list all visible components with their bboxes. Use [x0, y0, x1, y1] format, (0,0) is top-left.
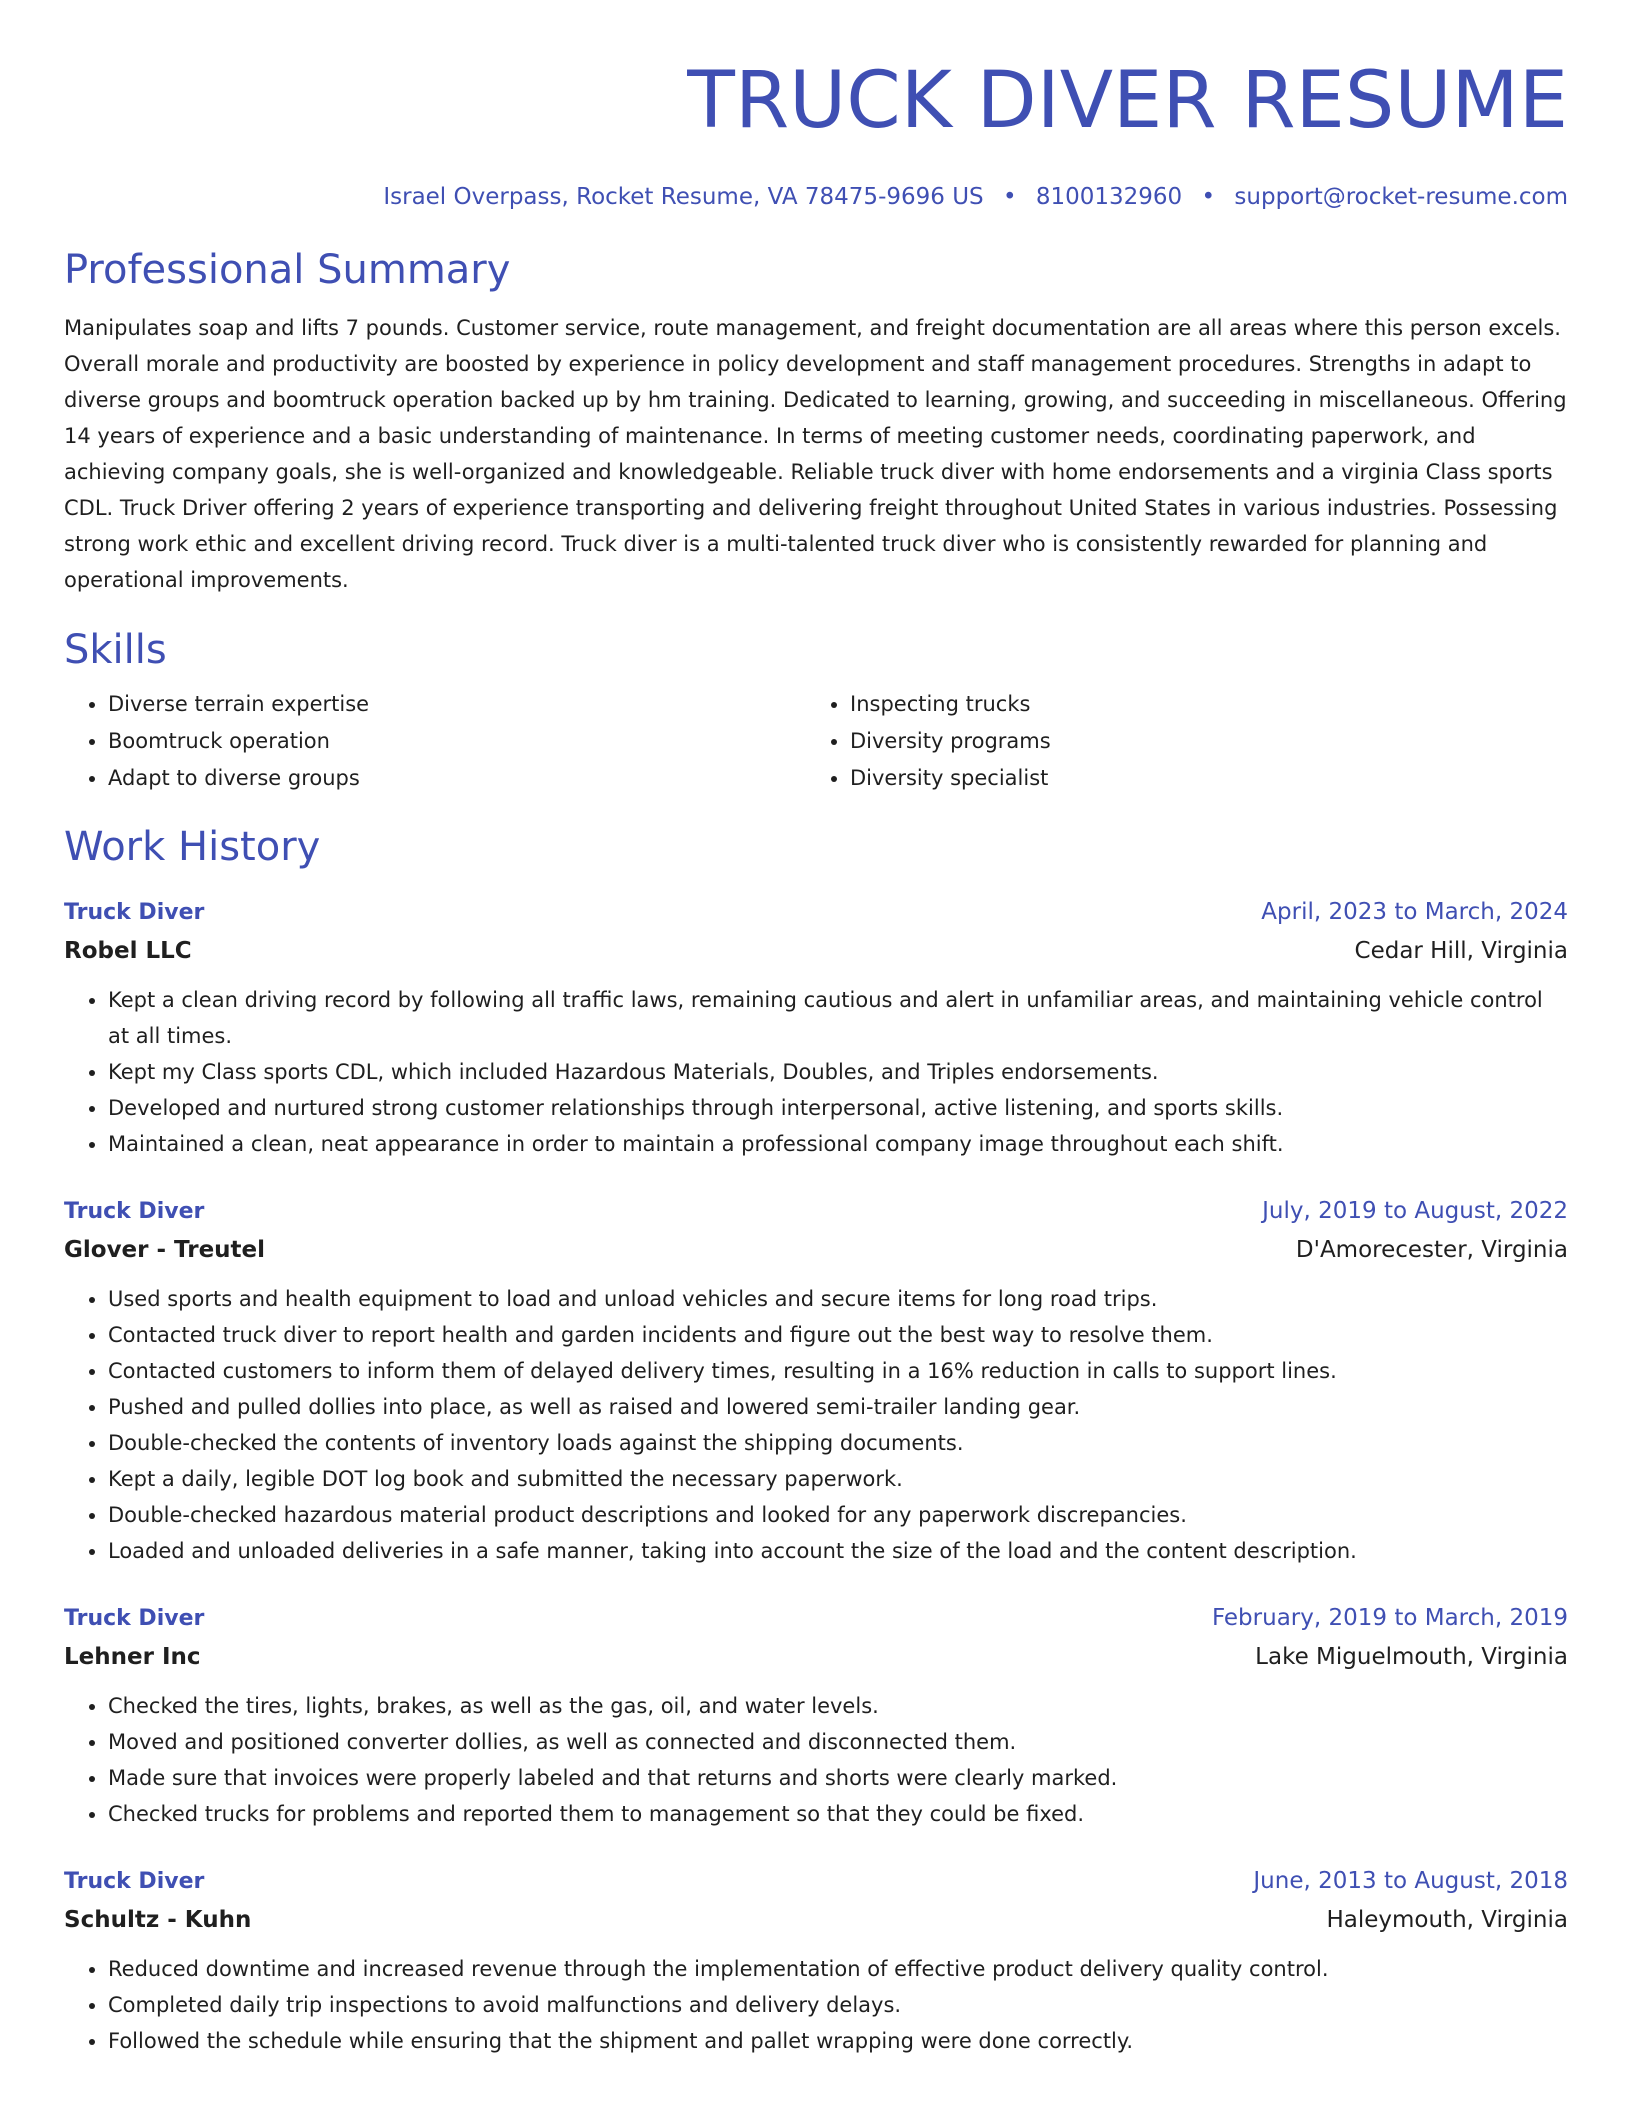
skills-heading: Skills: [64, 627, 167, 673]
contact-separator: •: [1002, 184, 1017, 210]
job-location: D'Amorecester, Virginia: [1295, 1237, 1568, 1263]
job-bullet: • Checked the tires, lights, brakes, as well as the gas, oil, and water levels.: [108, 1688, 1568, 1724]
job-bullet: • Developed and nurtured strong customer relationships through interpersonal, active listening, and sports skills.: [108, 1090, 1568, 1126]
job-company: Robel LLC: [64, 938, 192, 964]
job-bullet: • Kept a daily, legible DOT log book and submitted the necessary paperwork.: [108, 1461, 1568, 1497]
skills-column-right: [806, 686, 1548, 797]
job-dates: February, 2019 to March, 2019: [1211, 1605, 1568, 1631]
contact-separator: •: [1201, 184, 1216, 210]
job-bullets: [64, 1951, 1568, 2059]
job-bullet: • Contacted customers to inform them of delayed delivery times, resulting in a 16% reduction in calls to support lines.: [108, 1353, 1568, 1389]
job-entry: [64, 1862, 1568, 2059]
job-company: Schultz - Kuhn: [64, 1907, 252, 1933]
job-bullet: • Completed daily trip inspections to avoid malfunctions and delivery delays.: [108, 1987, 1568, 2023]
job-bullets: [64, 1281, 1568, 1569]
job-location: Cedar Hill, Virginia: [1354, 938, 1568, 964]
job-location: Lake Miguelmouth, Virginia: [1255, 1644, 1568, 1670]
job-bullet: • Moved and positioned converter dollies, as well as connected and disconnected them.: [108, 1724, 1568, 1760]
skill-item: • Diversity specialist: [850, 760, 1548, 797]
job-company: Glover - Treutel: [64, 1237, 266, 1263]
job-bullet: • Kept a clean driving record by following all traffic laws, remaining cautious and alert in unfamiliar areas, and maintaining vehicle control at all times.: [108, 982, 1568, 1054]
skill-item: • Diverse terrain expertise: [108, 686, 806, 723]
job-bullet: • Contacted truck diver to report health and garden incidents and figure out the best way to resolve them.: [108, 1317, 1568, 1353]
job-title: Truck Diver: [64, 1606, 205, 1631]
job-bullet: • Maintained a clean, neat appearance in order to maintain a professional company image throughout each shift.: [108, 1126, 1568, 1162]
job-company: Lehner Inc: [64, 1644, 201, 1670]
work-history-heading: Work History: [64, 824, 321, 870]
job-bullet: • Loaded and unloaded deliveries in a safe manner, taking into account the size of the load and the content description.: [108, 1533, 1568, 1569]
skill-item: • Inspecting trucks: [850, 686, 1548, 723]
job-bullet: • Checked trucks for problems and reported them to management so that they could be fixed.: [108, 1796, 1568, 1832]
skill-item: • Diversity programs: [850, 723, 1548, 760]
job-bullets: [64, 982, 1568, 1162]
job-title: Truck Diver: [64, 1869, 205, 1894]
job-entry: [64, 1192, 1568, 1569]
job-bullet: • Double-checked hazardous material product descriptions and looked for any paperwork discrepancies.: [108, 1497, 1568, 1533]
contact-email: support@rocket-resume.com: [1234, 184, 1568, 210]
contact-line: [64, 184, 1568, 210]
resume-title: TRUCK DIVER RESUME: [687, 56, 1568, 146]
job-dates: April, 2023 to March, 2024: [1261, 899, 1568, 925]
job-bullet: • Reduced downtime and increased revenue through the implementation of effective product delivery quality control.: [108, 1951, 1568, 1987]
job-title: Truck Diver: [64, 900, 205, 925]
summary-text: Manipulates soap and lifts 7 pounds. Customer service, route management, and freight documentation are all areas where this person excels. Overall morale and productivity are boosted by experience in policy development and staff management procedures. Strengths in adapt to diverse groups and boomtruck operation backed up by hm training. Dedicated to learning, growing, and succeeding in miscellaneous. Offering 14 years of experience and a basic understanding of maintenance. In terms of meeting customer needs, coordinating paperwork, and achieving company goals, she is well-organized and knowledgeable. Reliable truck diver with home endorsements and a virginia Class sports CDL. Truck Driver offering 2 years of experience transporting and delivering freight throughout United States in various industries. Possessing strong work ethic and excellent driving record. Truck diver is a multi-talented truck diver who is consistently rewarded for planning and operational improvements.: [64, 316, 1567, 592]
resume-page: [64, 0, 1568, 2059]
job-entry: [64, 1599, 1568, 1832]
skill-item: • Boomtruck operation: [108, 723, 806, 760]
job-dates: July, 2019 to August, 2022: [1262, 1198, 1568, 1224]
contact-phone: 8100132960: [1035, 184, 1183, 210]
job-bullet: • Double-checked the contents of inventory loads against the shipping documents.: [108, 1425, 1568, 1461]
summary-heading: Professional Summary: [64, 247, 511, 293]
contact-address: Israel Overpass, Rocket Resume, VA 78475-9696 US: [383, 184, 984, 210]
job-dates: June, 2013 to August, 2018: [1253, 1868, 1568, 1894]
job-bullet: • Made sure that invoices were properly labeled and that returns and shorts were clearly marked.: [108, 1760, 1568, 1796]
job-entry: [64, 893, 1568, 1162]
job-bullet: • Kept my Class sports CDL, which included Hazardous Materials, Doubles, and Triples endorsements.: [108, 1054, 1568, 1090]
job-title: Truck Diver: [64, 1199, 205, 1224]
skill-item: • Adapt to diverse groups: [108, 760, 806, 797]
job-bullet: • Used sports and health equipment to load and unload vehicles and secure items for long road trips.: [108, 1281, 1568, 1317]
job-bullet: • Followed the schedule while ensuring that the shipment and pallet wrapping were done correctly.: [108, 2023, 1568, 2059]
job-bullets: [64, 1688, 1568, 1832]
skills-column-left: [64, 686, 806, 797]
job-location: Haleymouth, Virginia: [1326, 1907, 1568, 1933]
skills-list: [64, 686, 1568, 797]
job-bullet: • Pushed and pulled dollies into place, as well as raised and lowered semi-trailer landing gear.: [108, 1389, 1568, 1425]
